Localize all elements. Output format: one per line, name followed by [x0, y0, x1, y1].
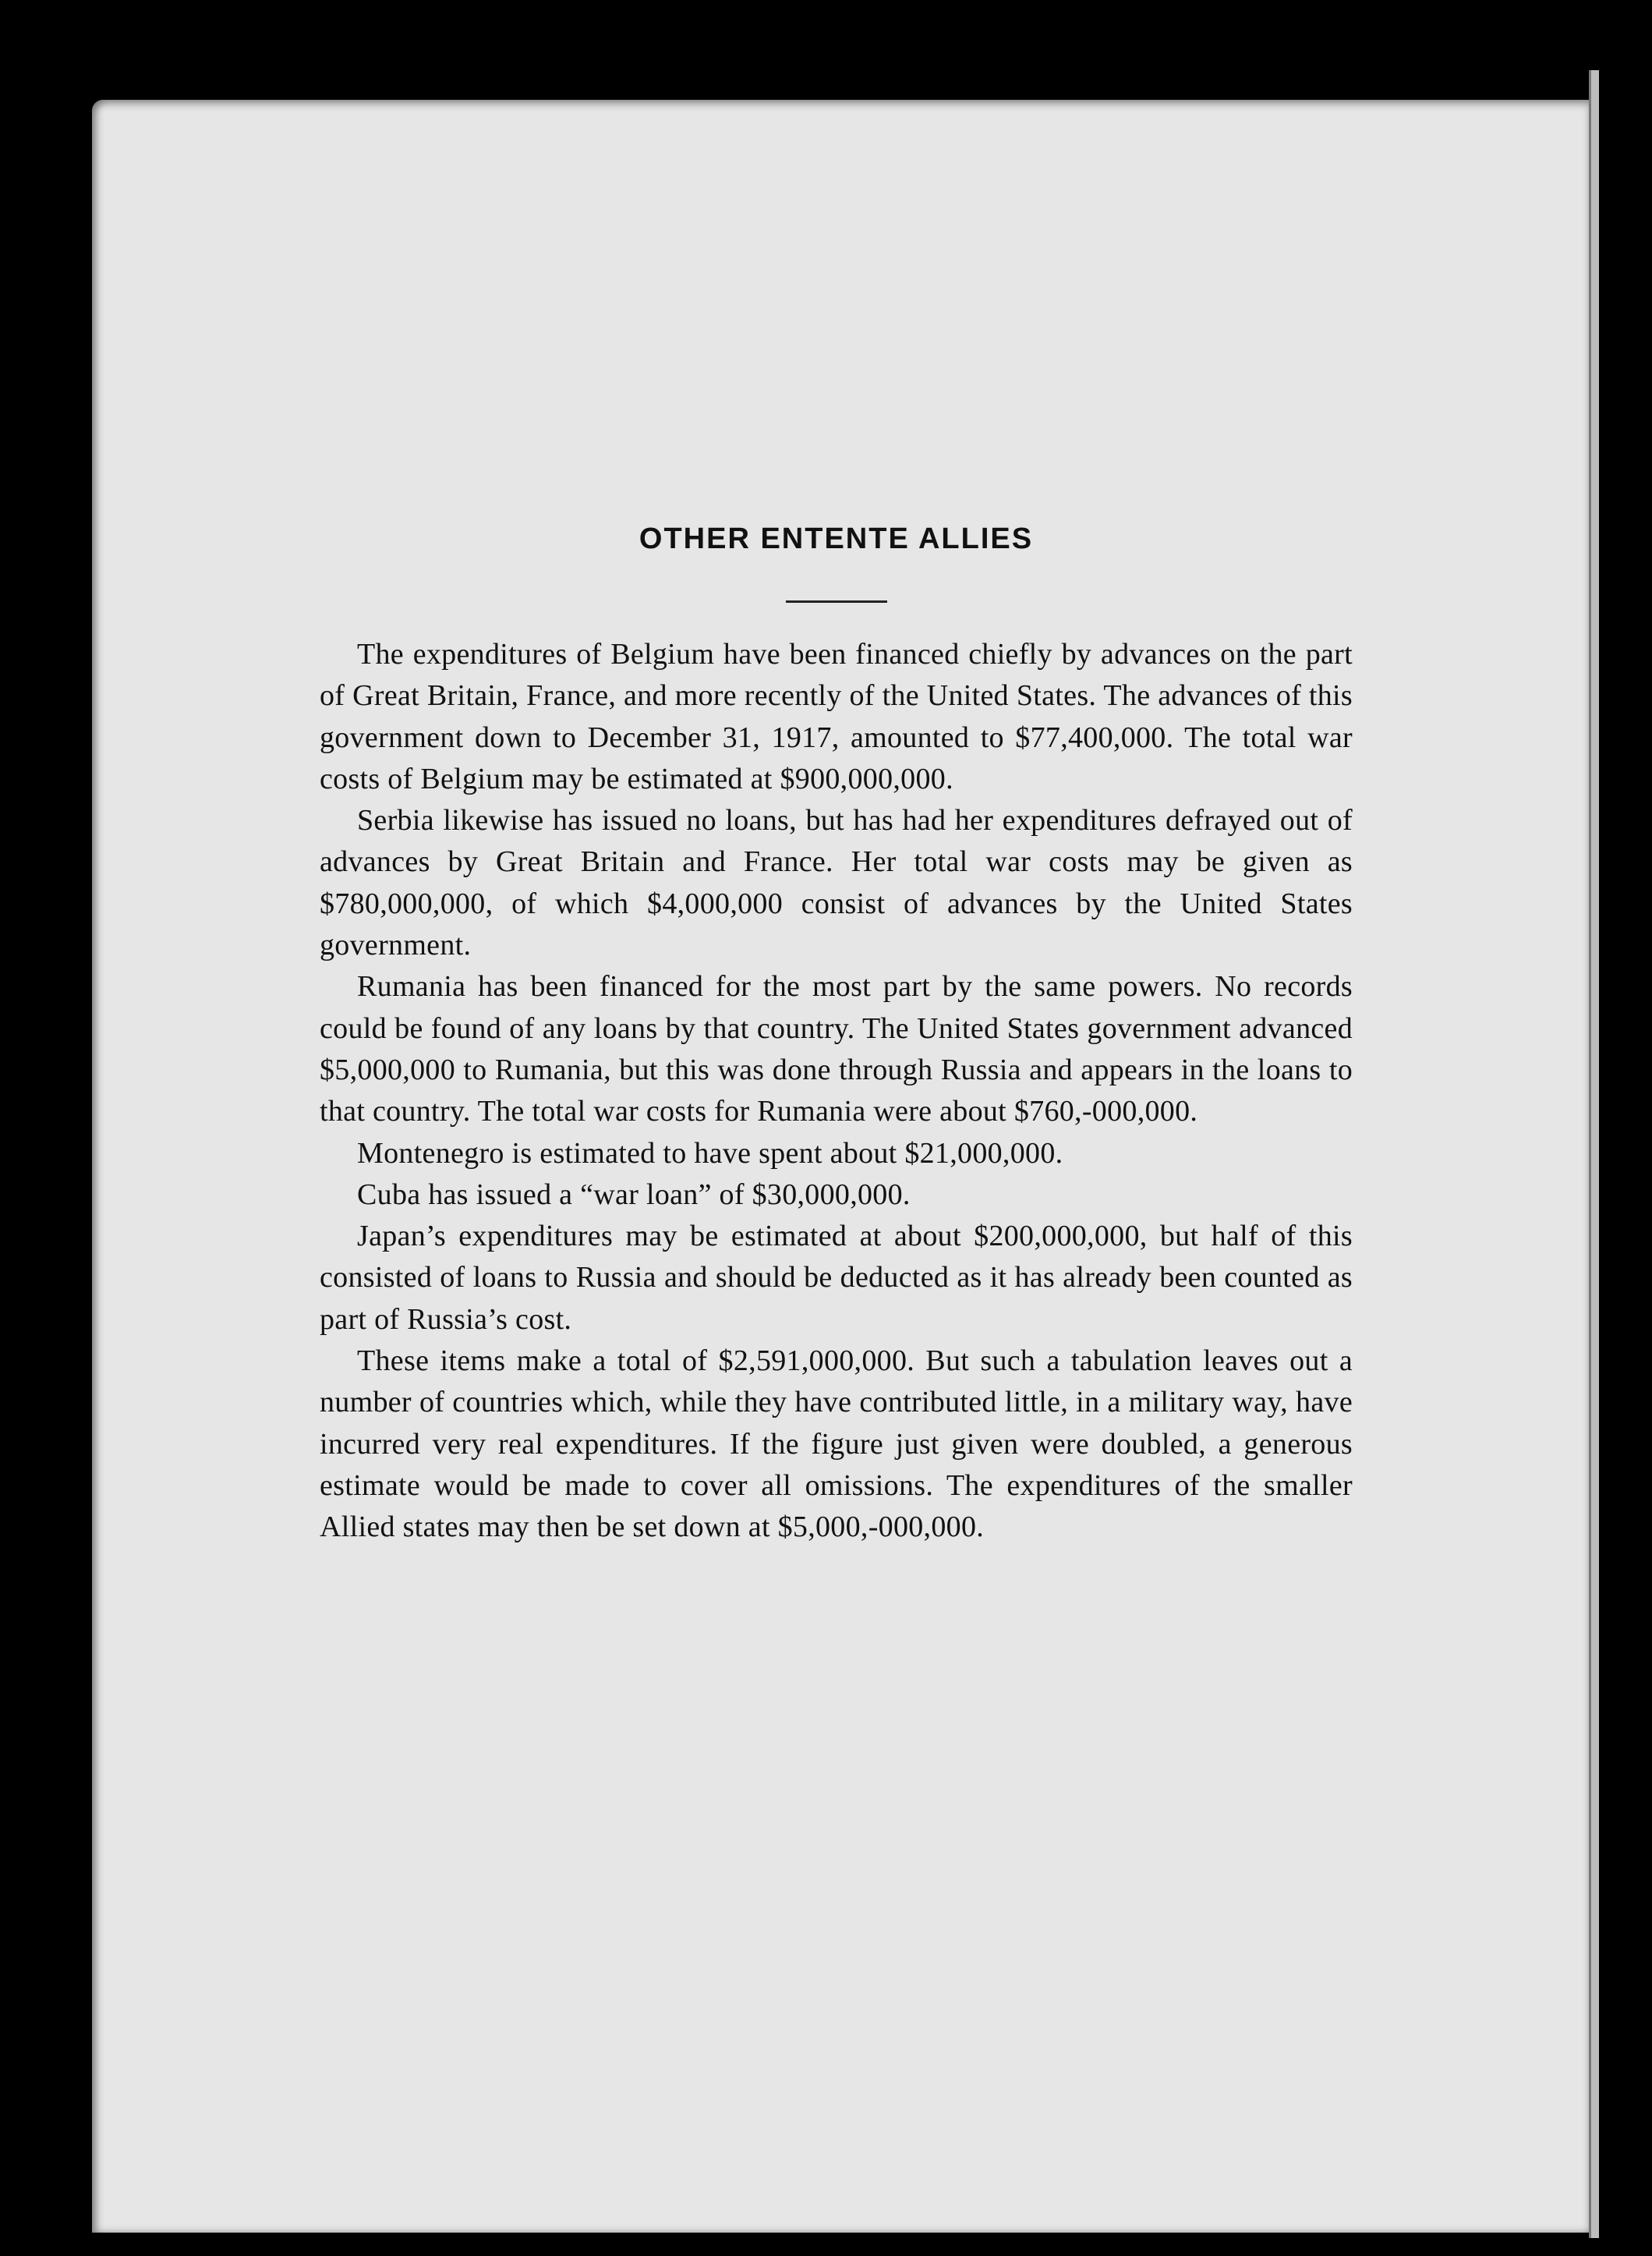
page-content: [320, 421, 1353, 1549]
paragraph-belgium: The expenditures of Belgium have been financed chiefly by advances on the part of Great Britain, France, and more recently of the United States. The advances of this government down to December 31, 1917, amounted to $77,400,000. The total war costs of Belgium may be estimated at $900,000,000.: [320, 638, 1353, 795]
paragraph-cuba: Cuba has issued a “war loan” of $30,000,000.: [357, 1178, 911, 1211]
facing-page-edge: [1589, 70, 1599, 2238]
paragraph-serbia: Serbia likewise has issued no loans, but has had her expenditures defrayed out of advances by Great Britain and France. Her total war costs may be given as $780,000,000, of which $4,000,000 consist of advances by the United States government.: [320, 804, 1353, 962]
paragraph-rumania: Rumania has been financed for the most part by the same powers. No records could be found of any loans by that country. The United States government advanced $5,000,000 to Rumania, but this was done through Russia and appears in the loans to that country. The total war costs for Rumania were about $760,-000,000.: [320, 970, 1353, 1128]
body-text: [320, 634, 1353, 1549]
title-rule: [786, 600, 887, 603]
paragraph-montenegro: Montenegro is estimated to have spent about $21,000,000.: [357, 1136, 1063, 1170]
page-title: OTHER ENTENTE ALLIES: [639, 522, 1034, 555]
paragraph-japan: Japan’s expenditures may be estimated at about $200,000,000, but half of this consisted of loans to Russia and should be deducted as it has already been counted as part of Russia’s cost.: [320, 1220, 1353, 1336]
paragraph-total: These items make a total of $2,591,000,000. But such a tabulation leaves out a number of countries which, while they have contributed little, in a military way, have incurred very real expenditures. If the figure just given were doubled, a generous estimate would be made to cover all omissions. The expenditures of the smaller Allied states may then be set down at $5,000,-000,000.: [320, 1344, 1353, 1544]
